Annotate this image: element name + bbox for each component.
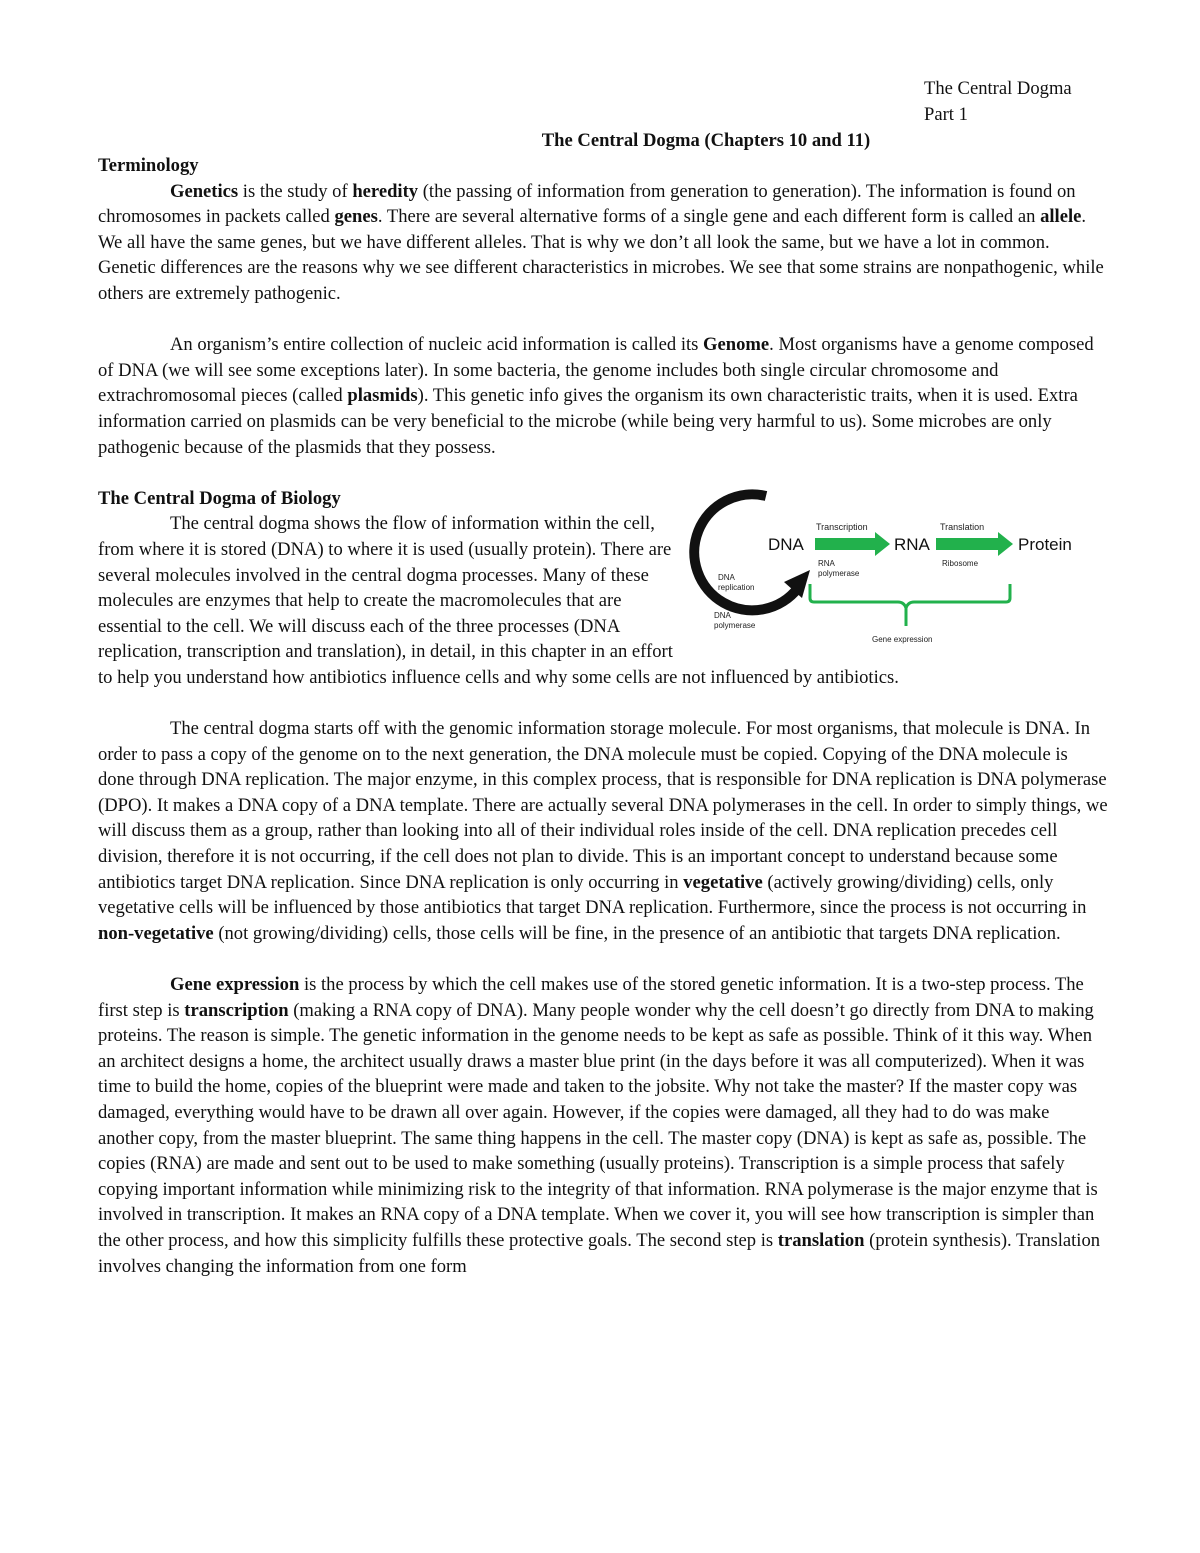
header-title: The Central Dogma — [924, 78, 1072, 99]
ribosome-label: Ribosome — [942, 558, 979, 568]
text-run: (protein synthesis). Translation involves changing the information from one form — [98, 1229, 1101, 1277]
text-run: An organism’s entire collection of nucleic acid information is called its — [170, 334, 704, 356]
central-dogma-diagram — [688, 486, 1108, 656]
rna-polymerase-label-1: RNA — [818, 558, 835, 568]
central-dogma-heading: The Central Dogma of Biology — [98, 487, 341, 509]
term-translation: translation — [777, 1229, 865, 1251]
transcription-label: Transcription — [816, 521, 868, 532]
dna-replication-label-2: replication — [718, 582, 755, 592]
term-vegetative: vegetative — [683, 871, 763, 893]
rna-label: RNA — [894, 534, 930, 554]
running-header — [924, 76, 1072, 127]
text-run: . Most organisms have a genome composed of DNA (we will see some exceptions later). In some bacteria, the genome includes both single circular chromosome and extrachromosomal pieces (called — [98, 334, 1094, 407]
translation-label: Translation — [940, 521, 985, 532]
translation-arrow-head — [998, 532, 1013, 556]
term-transcription: transcription — [184, 999, 289, 1021]
dna-polymerase-label-2: polymerase — [714, 620, 756, 630]
paragraph-gap — [98, 946, 1108, 972]
header-part: Part 1 — [924, 103, 968, 125]
term-heredity: heredity — [352, 180, 419, 202]
term-allele: allele — [1040, 206, 1082, 228]
central-dogma-figure — [688, 486, 1108, 656]
term-genetics: Genetics — [170, 180, 239, 202]
term-non-vegetative: non-vegetative — [98, 922, 214, 944]
text-run: The central dogma starts off with the genomic information storage molecule. For most organisms, that molecule is DNA. In order to pass a copy of the genome on to the next generation, the DNA molecule must be copied. Copying of the DNA molecule is done through DNA replication. The major enzyme, in this complex process, that is responsible for DNA replication is DNA polymerase (DPO). It makes a DNA copy of a DNA template. There are actually several DNA polymerases in the cell. In order to simply things, we will discuss them as a group, rather than looking into all of their individual roles inside of the cell. DNA replication precedes cell division, therefore it is not occurring, if the cell does not plan to divide. This is an important concept to understand because some antibiotics target DNA replication. Since DNA replication is only occurring in — [98, 718, 1108, 893]
terminology-paragraph-2 — [98, 332, 1108, 460]
text-run: ). This genetic info gives the organism its own characteristic traits, when it is used. Extra information carried on plasmids can be very beneficial to the microbe (while being very harmful to us). Some microbes are only pathogenic because of the plasmids that they possess. — [98, 385, 1078, 458]
central-dogma-paragraph-1: The central dogma shows the flow of information within the cell, from where it is stored (DNA) to where it is used (usually protein). There are several molecules involved in the central dogma processes. Many of these molecules are enzymes that help to create the macromolecules that are essential to the cell. We will discuss each of the three processes (DNA replication, transcription and translation), in detail, in this chapter in an effort to help you understand how antibiotics influence cells and why some cells are not influenced by antibiotics. — [98, 513, 899, 688]
text-run: (not growing/dividing) cells, those cells will be fine, in the presence of an antibiotic that targets DNA replication. — [213, 922, 1061, 944]
term-gene-expression: Gene expression — [170, 974, 300, 995]
protein-label: Protein — [1018, 534, 1072, 554]
translation-arrow-shaft — [936, 538, 998, 550]
text-run: . There are several alternative forms of a single gene and each different form is called an — [377, 206, 1041, 228]
document-title: The Central Dogma (Chapters 10 and 11) — [541, 130, 871, 151]
text-run: is the process by which the cell makes use of the stored genetic information. It is a two-step process. The first step is — [98, 974, 1084, 1021]
terminology-heading: Terminology — [98, 155, 199, 176]
term-plasmids: plasmids — [347, 385, 418, 407]
transcription-arrow-head — [875, 532, 890, 556]
dna-polymerase-label-1: DNA — [714, 610, 731, 620]
dna-replication-label-1: DNA — [718, 572, 735, 582]
dna-label: DNA — [768, 534, 804, 554]
text-run: (actively growing/dividing) cells, only vegetative cells will be influenced by those antibiotics that target DNA replication. Furthermore, since the process is not occurring in — [98, 871, 1087, 919]
central-dogma-paragraph-2 — [98, 716, 1108, 946]
paragraph-gap — [98, 307, 1108, 333]
rna-polymerase-label-2: polymerase — [818, 568, 860, 578]
text-run: is the study of — [238, 180, 353, 202]
paragraph-gap — [98, 460, 1108, 486]
gene-expression-bracket — [810, 584, 1010, 608]
document-body — [98, 153, 1108, 1279]
text-run: . We all have the same genes, but we have different alleles. That is why we don’t all look the same, but we have a lot in common. Genetic differences are the reasons why we see different characteristics in microbes. We see that some strains are nonpathogenic, while others are extremely pathogenic. — [98, 206, 1104, 304]
text-run: (the passing of information from generation to generation). The information is found on chromosomes in packets called — [98, 180, 1076, 228]
text-run: (making a RNA copy of DNA). Many people wonder why the cell doesn’t go directly from DNA to making proteins. The reason is simple. The genetic information in the genome needs to be kept as safe as possible. Think of it this way. When an architect designs a home, the architect usually draws a master blue print (in the days before it was all computerized). When it was time to build the home, copies of the blueprint were made and taken to the jobsite. Why not take the master? If the master copy was damaged, everything would have to be drawn all over again. However, if the copies were damaged, all they had to do was make another copy, from the master blueprint. The same thing happens in the cell. The master copy (DNA) is kept as safe as, possible. The copies (RNA) are made and sent out to be used to make something (usually proteins). Transcription is a simple process that safely copying important information while minimizing risk to the integrity of that information. RNA polymerase is the major enzyme that is involved in transcription. It makes an RNA copy of a DNA template. When we cover it, you will see how transcription is simpler than the other process, and how this simplicity fulfills these protective goals. The second step is — [98, 999, 1098, 1251]
terminology-paragraph-1 — [98, 179, 1108, 307]
central-dogma-paragraph-3 — [98, 972, 1108, 1279]
paragraph-gap — [98, 690, 1108, 716]
transcription-arrow-shaft — [815, 538, 875, 550]
gene-expression-label: Gene expression — [872, 634, 933, 644]
term-genes: genes — [334, 206, 378, 228]
term-genome: Genome — [703, 334, 770, 356]
